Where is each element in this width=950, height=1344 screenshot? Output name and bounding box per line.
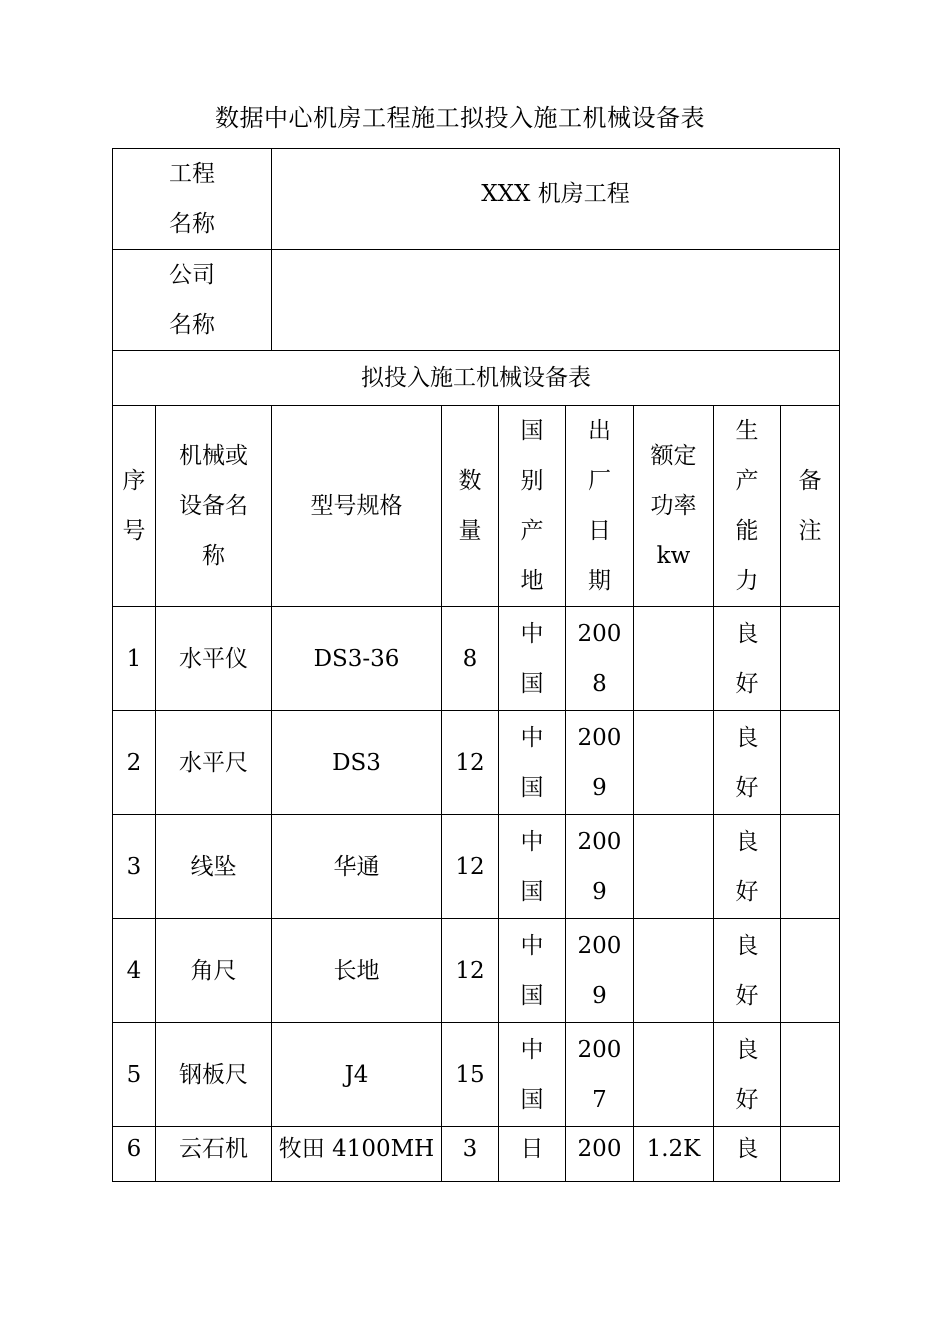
table-row xyxy=(113,1127,840,1182)
cell-qty: 12 xyxy=(442,815,499,919)
cell-date: 2009 xyxy=(566,919,634,1023)
project-value: XXX 机房工程 xyxy=(481,181,630,207)
project-name-row xyxy=(113,149,840,250)
cell-origin: 中国 xyxy=(499,815,566,919)
cell-model: J4 xyxy=(272,1023,442,1127)
cell-seq: 3 xyxy=(113,815,156,919)
table-row xyxy=(113,607,840,711)
cell-model: 华通 xyxy=(272,815,442,919)
table-header-row xyxy=(113,406,840,607)
cell-seq: 1 xyxy=(113,607,156,711)
cell-qty: 15 xyxy=(442,1023,499,1127)
cell-power xyxy=(634,711,714,815)
company-label-cell xyxy=(113,250,272,351)
cell-qty: 12 xyxy=(442,711,499,815)
cell-model: DS3 xyxy=(272,711,442,815)
cell-origin: 日 xyxy=(499,1127,566,1182)
cell-name: 云石机 xyxy=(156,1127,272,1182)
cell-capacity: 良好 xyxy=(714,919,781,1023)
header-origin: 国别产地 xyxy=(499,406,566,607)
cell-name: 水平尺 xyxy=(156,711,272,815)
table-row xyxy=(113,919,840,1023)
company-label: 公司名称 xyxy=(169,262,215,338)
cell-name: 线坠 xyxy=(156,815,272,919)
cell-seq: 5 xyxy=(113,1023,156,1127)
cell-name: 角尺 xyxy=(156,919,272,1023)
cell-qty: 3 xyxy=(442,1127,499,1182)
header-name: 机械或设备名称 xyxy=(156,406,272,607)
project-value-cell xyxy=(272,149,840,250)
cell-date: 2008 xyxy=(566,607,634,711)
table-row xyxy=(113,815,840,919)
cell-model: 长地 xyxy=(272,919,442,1023)
cell-power xyxy=(634,919,714,1023)
cell-date: 200 xyxy=(566,1127,634,1182)
cell-date: 2009 xyxy=(566,815,634,919)
cell-power: 1.2K xyxy=(634,1127,714,1182)
header-capacity: 生产能力 xyxy=(714,406,781,607)
table-subtitle: 拟投入施工机械设备表 xyxy=(361,365,592,391)
header-date: 出厂日期 xyxy=(566,406,634,607)
company-name-row xyxy=(113,250,840,351)
cell-name: 水平仪 xyxy=(156,607,272,711)
cell-qty: 8 xyxy=(442,607,499,711)
cell-date: 2007 xyxy=(566,1023,634,1127)
table-row xyxy=(113,1023,840,1127)
cell-date: 2009 xyxy=(566,711,634,815)
cell-power xyxy=(634,1023,714,1127)
table-subtitle-cell xyxy=(113,351,840,406)
equipment-table xyxy=(112,148,840,1182)
cell-qty: 12 xyxy=(442,919,499,1023)
header-qty: 数量 xyxy=(442,406,499,607)
header-power: 额定功率kw xyxy=(634,406,714,607)
project-label-cell xyxy=(113,149,272,250)
cell-model: DS3-36 xyxy=(272,607,442,711)
table-row xyxy=(113,711,840,815)
cell-note xyxy=(781,1127,840,1182)
cell-origin: 中国 xyxy=(499,919,566,1023)
cell-capacity: 良好 xyxy=(714,1023,781,1127)
cell-capacity: 良 xyxy=(714,1127,781,1182)
header-model: 型号规格 xyxy=(272,406,442,607)
cell-capacity: 良好 xyxy=(714,607,781,711)
cell-origin: 中国 xyxy=(499,607,566,711)
cell-capacity: 良好 xyxy=(714,815,781,919)
cell-power xyxy=(634,607,714,711)
cell-power xyxy=(634,815,714,919)
cell-origin: 中国 xyxy=(499,1023,566,1127)
header-seq: 序号 xyxy=(113,406,156,607)
cell-note xyxy=(781,1023,840,1127)
cell-note xyxy=(781,815,840,919)
document-title: 数据中心机房工程施工拟投入施工机械设备表 xyxy=(215,104,705,132)
cell-seq: 2 xyxy=(113,711,156,815)
cell-model: 牧田 4100MH xyxy=(272,1127,442,1182)
cell-seq: 4 xyxy=(113,919,156,1023)
cell-origin: 中国 xyxy=(499,711,566,815)
cell-name: 钢板尺 xyxy=(156,1023,272,1127)
header-note: 备注 xyxy=(781,406,840,607)
cell-note xyxy=(781,607,840,711)
cell-note xyxy=(781,711,840,815)
cell-seq: 6 xyxy=(113,1127,156,1182)
cell-note xyxy=(781,919,840,1023)
project-label: 工程名称 xyxy=(169,161,215,237)
company-value-cell xyxy=(272,250,840,351)
table-subtitle-row xyxy=(113,351,840,406)
cell-capacity: 良好 xyxy=(714,711,781,815)
